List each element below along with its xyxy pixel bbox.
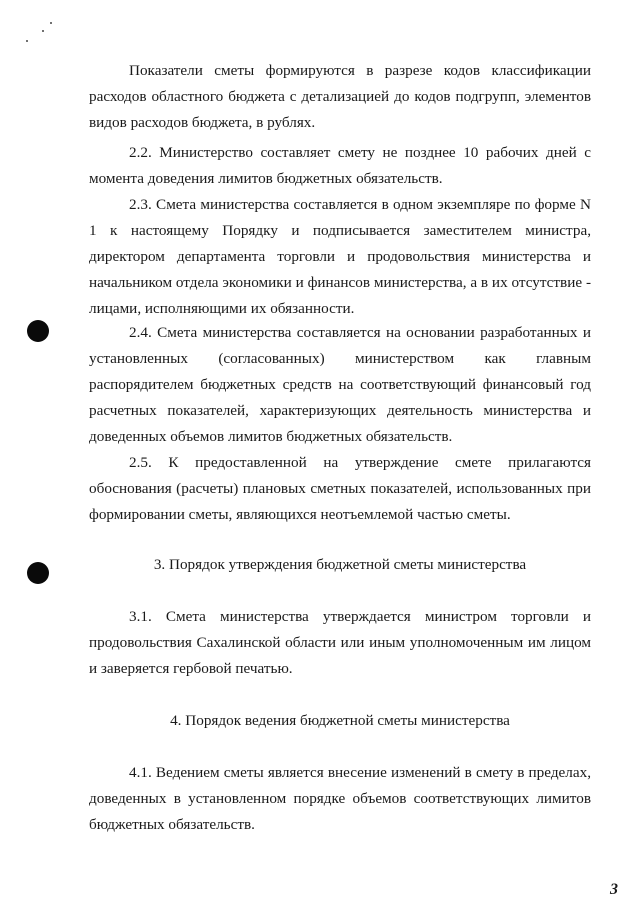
paragraph-4-1: 4.1. Ведением сметы является внесение изменений в смету в пределах, доведенных в установленном порядке объемов соответствующих лимитов бюджетных обязательств. [89, 764, 591, 833]
paragraph-intro: Показатели сметы формируются в разрезе кодов классификации расходов областного бюджета с детализацией до кодов подгрупп, элементов видов расходов бюджета, в рублях. [89, 62, 591, 131]
scan-speck [26, 40, 28, 42]
section-4-heading: 4. Порядок ведения бюджетной сметы министерства [170, 712, 510, 729]
binder-hole [27, 562, 49, 584]
binder-hole [27, 320, 49, 342]
paragraph-2-2: 2.2. Министерство составляет смету не позднее 10 рабочих дней с момента доведения лимитов бюджетных обязательств. [89, 144, 591, 187]
paragraph-2-5: 2.5. К предоставленной на утверждение смете прилагаются обоснования (расчеты) плановых сметных показателей, использованных при формировании сметы, являющихся неотъемлемой частью сметы. [89, 454, 591, 523]
page-number: 3 [610, 881, 618, 898]
paragraph-3-1: 3.1. Смета министерства утверждается министром торговли и продовольствия Сахалинской области или иным уполномоченным им лицом и заверяется гербовой печатью. [89, 608, 591, 677]
scan-speck [42, 30, 44, 32]
scan-speck [50, 22, 52, 24]
paragraph-2-4: 2.4. Смета министерства составляется на основании разработанных и установленных (согласованных) министерством как главным распорядителем бюджетных средств на соответствующий финансовый год расчетных показателей, характеризующих деятельность министерства и доведенных объемов лимитов бюджетных обязательств. [89, 324, 591, 445]
paragraph-2-3: 2.3. Смета министерства составляется в одном экземпляре по форме N 1 к настоящему Порядку и подписывается заместителем министра, директором департамента торговли и продовольствия министерства и начальником отдела экономики и финансов министерства, а в их отсутствие - лицами, исполняющими их обязанности. [89, 196, 591, 317]
section-3-heading: 3. Порядок утверждения бюджетной сметы министерства [153, 556, 527, 573]
